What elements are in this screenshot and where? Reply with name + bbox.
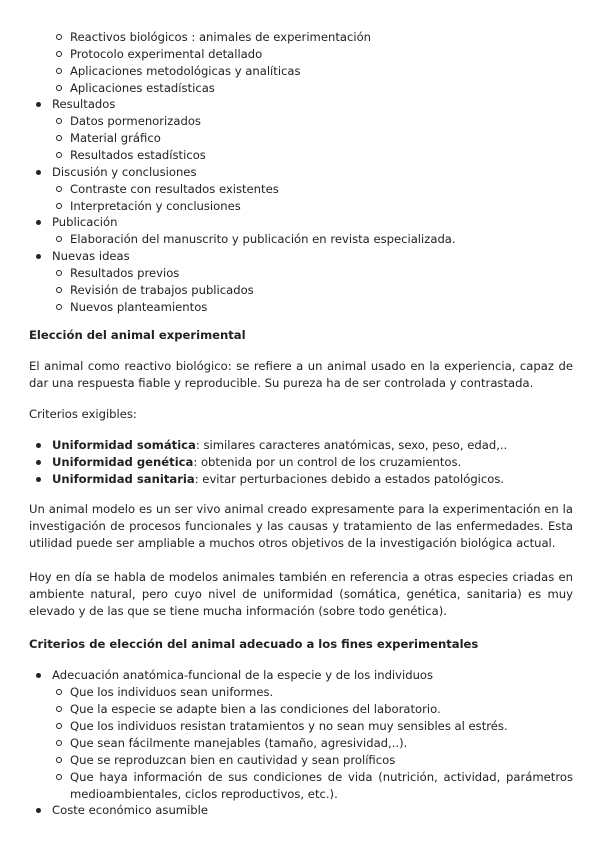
criterio-desc: : similares caracteres anatómicas, sexo, peso, edad,..: [195, 438, 508, 452]
criterio-term: Uniformidad somática: [52, 438, 196, 452]
list-item: Reactivos biológicos : animales de experimentación: [70, 30, 372, 44]
list-item: Que haya información de sus condiciones de vida (nutrición, actividad, parámetros medioambientales, ciclos reproductivos, etc.).: [70, 770, 573, 801]
list-item: Resultados previos: [70, 266, 180, 280]
list-item: Resultados estadísticos: [70, 148, 206, 162]
list-item-nuevas-ideas: Nuevas ideas: [52, 249, 130, 263]
section-heading: Criterios de elección del animal adecuado a los fines experimentales: [29, 637, 479, 651]
list-item-adecuacion: Adecuación anatómica-funcional de la especie y de los individuos: [52, 668, 434, 682]
criterio-term: Uniformidad genética: [52, 455, 194, 469]
list-item: Que los individuos resistan tratamientos y no sean muy sensibles al estrés.: [70, 719, 508, 733]
paragraph: Un animal modelo es un ser vivo animal creado expresamente para la experimentación en la investigación de procesos funcionales y las causas y tratamiento de las enfermedades. Esta utilidad puede ser ampliable a muchos otros objetivos de la investigación biológica actual.: [29, 502, 573, 550]
list-item-coste: Coste económico asumible: [52, 803, 209, 817]
criterio-term: Uniformidad sanitaria: [52, 472, 195, 486]
list-item-criterio: [52, 454, 461, 471]
list-item-resultados: Resultados: [52, 97, 116, 111]
list-item: Interpretación y conclusiones: [70, 199, 241, 213]
list-item: Contraste con resultados existentes: [70, 182, 279, 196]
list-item: Que se reproduzcan bien en cautividad y sean prolíficos: [70, 753, 396, 767]
list-item: Aplicaciones metodológicas y analíticas: [70, 64, 301, 78]
list-item: Material gráfico: [70, 131, 161, 145]
list-item: Revisión de trabajos publicados: [70, 283, 254, 297]
criterio-desc: : evitar perturbaciones debido a estados patológicos.: [194, 472, 505, 486]
list-item: Nuevos planteamientos: [70, 300, 208, 314]
paragraph: Hoy en día se habla de modelos animales también en referencia a otras especies criadas en ambiente natural, pero cuyo nivel de uniformidad (somática, genética, sanitaria) es muy elevado y de las que se tiene mucha información (sobre todo genética).: [29, 570, 573, 618]
list-item: Que la especie se adapte bien a las condiciones del laboratorio.: [70, 702, 441, 716]
list-item-criterio: [52, 471, 504, 488]
list-item: Datos pormenorizados: [70, 114, 201, 128]
list-item: Elaboración del manuscrito y publicación en revista especializada.: [70, 232, 456, 246]
criterio-desc: : obtenida por un control de los cruzamientos.: [193, 455, 462, 469]
list-item: Que los individuos sean uniformes.: [70, 685, 274, 699]
criterios-label: Criterios exigibles:: [29, 407, 137, 421]
list-item: Que sean fácilmente manejables (tamaño, agresividad,..).: [70, 736, 408, 750]
list-item-publicacion: Publicación: [52, 215, 118, 229]
list-item-criterio: [52, 437, 507, 454]
list-item: Aplicaciones estadísticas: [70, 81, 215, 95]
paragraph: El animal como reactivo biológico: se refiere a un animal usado en la experiencia, capaz de dar una respuesta fiable y reproducible. Su pureza ha de ser controlada y contrastada.: [29, 359, 573, 390]
list-item: Protocolo experimental detallado: [70, 47, 263, 61]
list-item-discusion: Discusión y conclusiones: [52, 165, 197, 179]
section-heading: Elección del animal experimental: [29, 328, 246, 342]
